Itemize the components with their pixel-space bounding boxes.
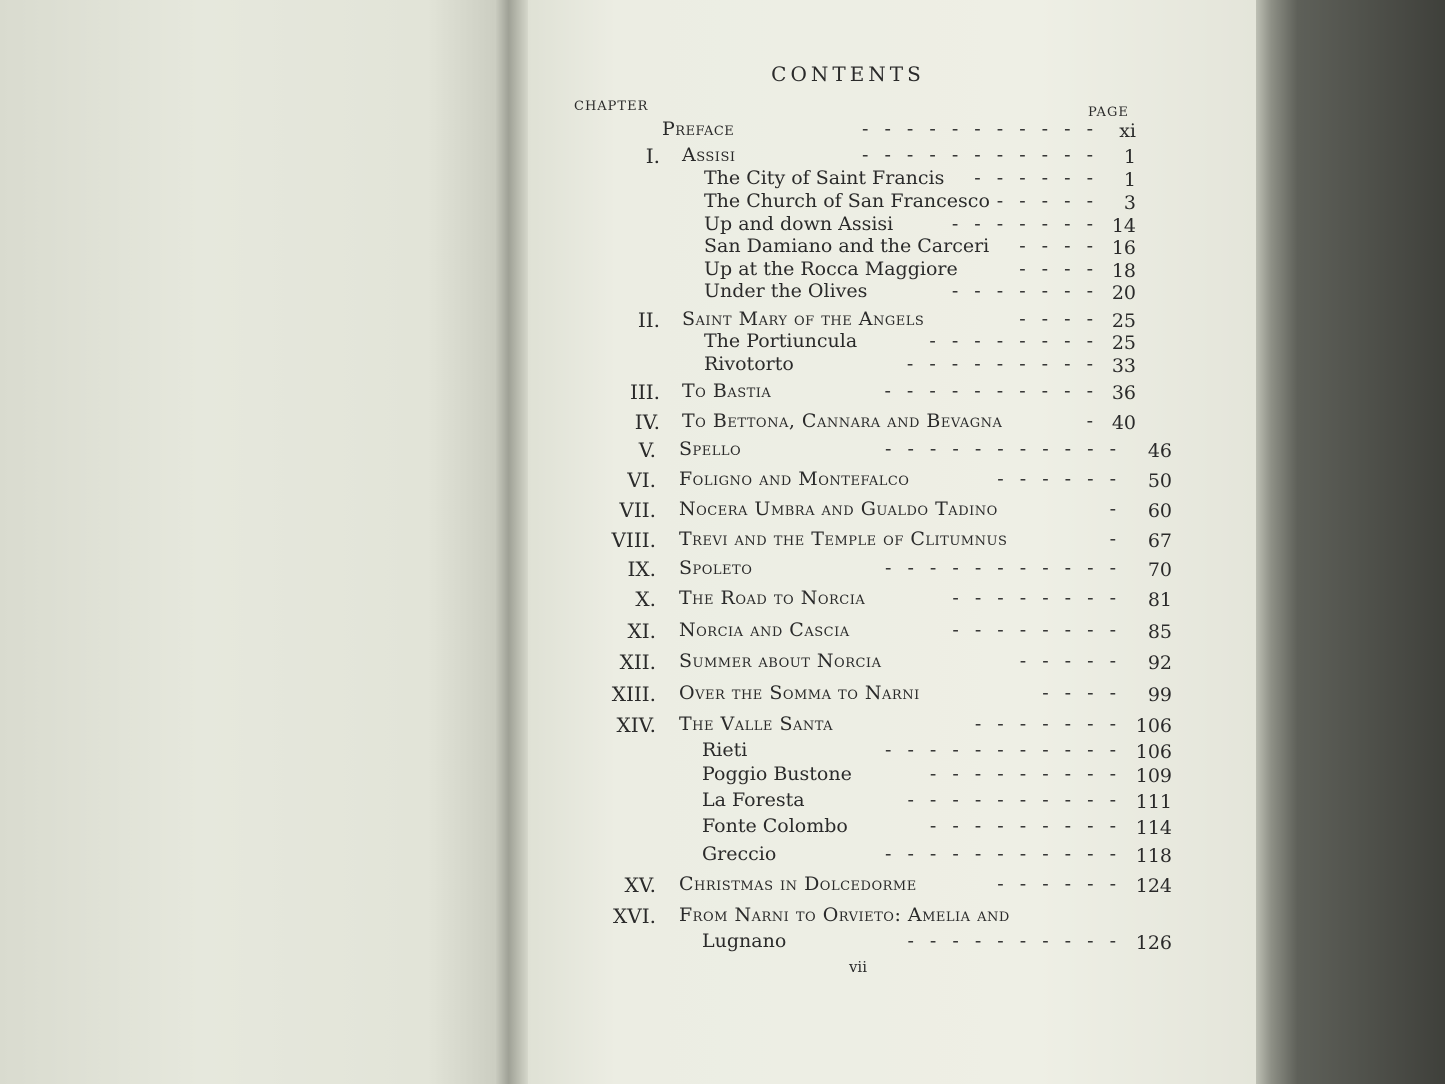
toc-entry [0,557,1200,581]
page-number: 106 [1135,741,1172,763]
page-number: 99 [1147,684,1172,706]
entry-title: San Damiano and the Carceri [704,235,990,257]
dot-leader: - - - - - - - - - [929,763,1116,785]
toc-entry [0,235,1200,259]
entry-title: La Foresta [702,789,805,811]
chapter-number: XII. [619,650,656,674]
toc-entry [0,438,1200,462]
page-number: 106 [1135,715,1172,737]
dot-leader: - [1109,498,1116,520]
entry-title: Saint Mary of the Angels [682,308,925,330]
entry-title: The Portiuncula [704,330,858,352]
entry-title: The Church of San Francesco [704,190,990,212]
entry-title: Fonte Colombo [702,815,848,837]
dot-leader: - - - - - - - - [952,619,1116,641]
chapter-number: II. [637,308,660,332]
toc-entry [0,843,1200,867]
dot-leader: - - - - [1019,235,1093,257]
chapter-number: XIV. [616,713,656,737]
page-number: 111 [1135,791,1172,813]
chapter-number: XV. [624,873,656,897]
entry-title: Nocera Umbra and Gualdo Tadino [679,498,998,520]
entry-title: Up at the Rocca Maggiore [704,258,958,280]
toc-entry [0,904,1200,928]
dot-leader: - - - - - - - - - - - [884,438,1116,460]
page-number: 50 [1147,470,1172,492]
chapter-number: IV. [634,410,660,434]
page-number: 36 [1111,382,1136,404]
page-column-header: PAGE [1088,105,1129,120]
page-number: 118 [1135,845,1172,867]
chapter-column-header: CHAPTER [574,99,649,114]
page-number: 1 [1123,146,1136,168]
page-number: 85 [1147,621,1172,643]
entry-title: Rivotorto [704,353,794,375]
contents-title: CONTENTS [771,62,925,86]
dot-leader: - - - - - - - - - - - [884,557,1116,579]
entry-title: Norcia and Cascia [679,619,850,641]
toc-entry [0,144,1200,168]
page-number: 40 [1111,412,1136,434]
chapter-number: IX. [627,557,656,581]
page-number: 126 [1135,932,1172,954]
entry-title: To Bastia [682,380,772,402]
entry-title: Spoleto [679,557,753,579]
toc-entry [0,682,1200,706]
entry-title: Under the Olives [704,280,868,302]
page-number: 33 [1111,355,1136,377]
chapter-number: X. [635,587,656,611]
toc-entry [0,713,1200,737]
toc-entry [0,930,1200,954]
page-number: 3 [1123,192,1136,214]
page-number: 109 [1135,765,1172,787]
toc-entry [0,739,1200,763]
toc-entry [0,650,1200,674]
dot-leader: - - - - - - - - - - - [861,144,1093,166]
toc-entry [0,619,1200,643]
toc-entry [0,118,1200,142]
chapter-number: V. [638,438,656,462]
page-folio: vii [848,958,868,976]
dot-leader: - - - - - - [997,468,1116,490]
entry-title: Assisi [682,144,736,166]
entry-title: Trevi and the Temple of Clitumnus [679,528,1008,550]
page-number: 67 [1147,530,1172,552]
toc-entry [0,789,1200,813]
toc-entry [0,815,1200,839]
dot-leader: - - - - - [1019,650,1116,672]
entry-title: Preface [662,118,735,140]
chapter-number: VI. [627,468,656,492]
dot-leader: - - - - - - - - - - - [884,843,1116,865]
page-number: 14 [1111,215,1136,237]
page-number: 81 [1147,589,1172,611]
entry-title: Rieti [702,739,748,761]
toc-entry [0,213,1200,237]
dot-leader: - - - - - - [997,873,1116,895]
toc-entry [0,763,1200,787]
entry-title: Over the Somma to Narni [679,682,920,704]
toc-entry [0,330,1200,354]
dot-leader: - - - - - - - - [929,330,1093,352]
page-number: 25 [1111,332,1136,354]
entry-title: Lugnano [702,930,787,952]
page-number: xi [1119,120,1136,142]
toc-entry [0,308,1200,332]
page-number: 20 [1111,282,1136,304]
page-number: 1 [1123,169,1136,191]
page-number: 70 [1147,559,1172,581]
page-number: 46 [1147,440,1172,462]
dot-leader: - - - - - - - - [952,587,1116,609]
dot-leader: - - - - - - - - - - - [884,739,1116,761]
dot-leader: - - - - - - - - - [906,353,1093,375]
dot-leader: - - - - - - - [951,213,1093,235]
toc-entry [0,280,1200,304]
dot-leader: - - - - [1042,682,1116,704]
toc-entry [0,528,1200,552]
chapter-number: III. [629,380,660,404]
dot-leader: - - - - - - - - - - [884,380,1093,402]
page-number: 18 [1111,260,1136,282]
entry-title: Poggio Bustone [702,763,852,785]
toc-entry [0,190,1200,214]
entry-title: From Narni to Orvieto: Amelia and [679,904,1010,926]
page-number: 16 [1111,237,1136,259]
chapter-number: XI. [627,619,656,643]
entry-title: Spello [679,438,742,460]
dot-leader: - - - - - - - - - - [907,930,1116,952]
toc-entry [0,587,1200,611]
toc-entry [0,498,1200,522]
entry-title: Summer about Norcia [679,650,882,672]
page-number: 60 [1147,500,1172,522]
dot-leader: - [1086,410,1093,432]
entry-title: Christmas in Dolcedorme [679,873,917,895]
page-number: 92 [1147,652,1172,674]
dot-leader: - - - - - - - - - [929,815,1116,837]
toc-entry [0,873,1200,897]
toc-entry [0,380,1200,404]
dot-leader: - - - - [1019,308,1093,330]
toc-entry [0,410,1200,434]
chapter-number: I. [645,144,660,168]
entry-title: Foligno and Montefalco [679,468,910,490]
entry-title: Up and down Assisi [704,213,894,235]
page-number: 114 [1135,817,1172,839]
page-number: 124 [1135,875,1172,897]
toc-entry [0,167,1200,191]
entry-title: The City of Saint Francis [704,167,945,189]
dot-leader: - - - - - [996,190,1093,212]
dot-leader: - - - - - - [974,167,1093,189]
entry-title: Greccio [702,843,777,865]
dot-leader: - - - - - - - [951,280,1093,302]
dot-leader: - [1109,528,1116,550]
dot-leader: - - - - [1019,258,1093,280]
chapter-number: XIII. [611,682,656,706]
page-number: 25 [1111,310,1136,332]
entry-title: The Valle Santa [679,713,834,735]
dot-leader: - - - - - - - - - - [907,789,1116,811]
entry-title: The Road to Norcia [679,587,866,609]
toc-entry [0,468,1200,492]
toc-entry [0,353,1200,377]
dot-leader: - - - - - - - [974,713,1116,735]
dot-leader: - - - - - - - - - - - [861,118,1093,140]
chapter-number: XVI. [613,904,656,928]
chapter-number: VIII. [611,528,656,552]
entry-title: To Bettona, Cannara and Bevagna [682,410,1003,432]
page-edge-background [1256,0,1445,1084]
toc-entry [0,258,1200,282]
chapter-number: VII. [619,498,656,522]
